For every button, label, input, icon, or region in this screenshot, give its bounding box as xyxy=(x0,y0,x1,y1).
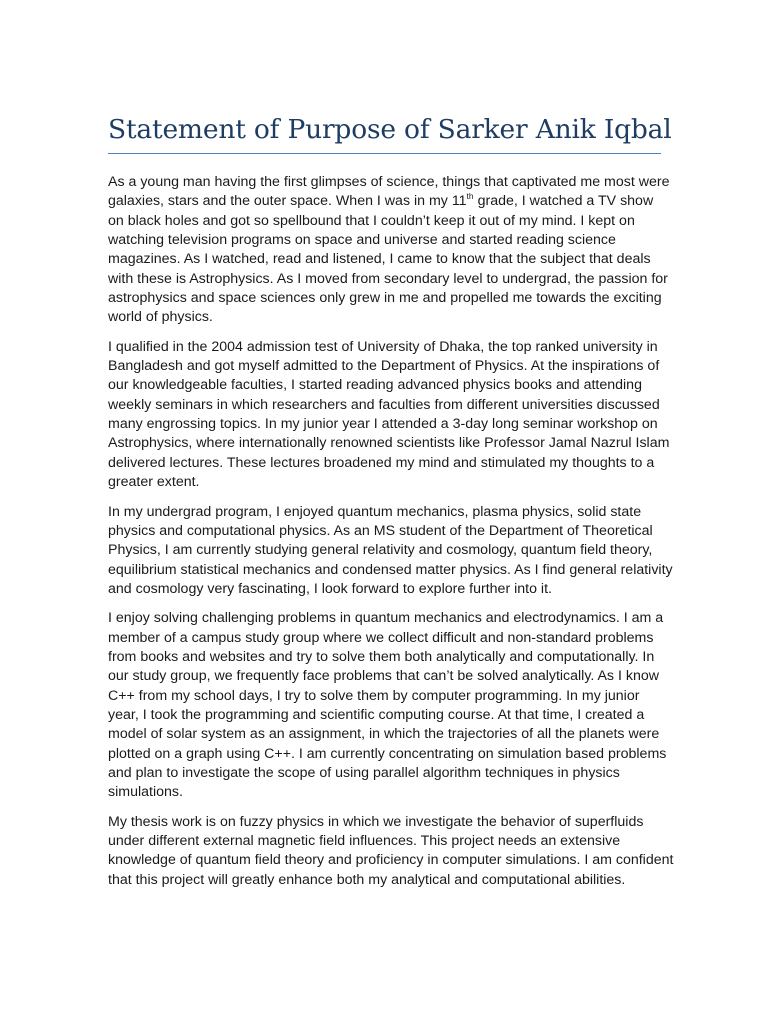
text-line: magazines. As I watched, read and listened, I came to know that the subject that deals xyxy=(108,251,651,268)
text-line: astrophysics and space sciences only grew in me and propelled me towards the exciting xyxy=(108,290,662,307)
text-line: knowledge of quantum field theory and proficiency in computer simulations. I am confident xyxy=(108,852,674,869)
text-line: many engrossing topics. In my junior year I attended a 3-day long seminar workshop on xyxy=(108,416,658,433)
text-line xyxy=(108,192,661,211)
text-line: Astrophysics, where internationally renowned scientists like Professor Jamal Nazrul Islam xyxy=(108,435,670,452)
body-paragraph xyxy=(108,609,667,802)
text-segment: grade, I watched a TV show xyxy=(473,193,654,210)
text-segment: galaxies, stars and the outer space. When I was in my 11 xyxy=(108,193,467,210)
text-line: greater extent. xyxy=(108,474,200,491)
text-line: C++ from my school days, I try to solve them by computer programming. In my junior xyxy=(108,687,640,704)
text-line: our study group, we frequently face problems that can’t be solved analytically. As I know xyxy=(108,668,659,685)
text-line: model of solar system as an assignment, in which the trajectories of all the planets were xyxy=(108,726,660,743)
text-line: I enjoy solving challenging problems in quantum mechanics and electrodynamics. I am a xyxy=(108,610,664,627)
text-line: Bangladesh and got myself admitted to the Department of Physics. At the inspirations of xyxy=(108,358,660,375)
text-line: In my undergrad program, I enjoyed quantum mechanics, plasma physics, solid state xyxy=(108,503,642,520)
document-title: Statement of Purpose of Sarker Anik Iqbal xyxy=(108,114,672,145)
text-line: from books and websites and try to solve them both analytically and computationally. In xyxy=(108,648,655,665)
text-line: watching television programs on space and universe and started reading science xyxy=(108,232,616,249)
text-line: our knowledgeable faculties, I started reading advanced physics books and attending xyxy=(108,377,642,394)
text-line: I qualified in the 2004 admission test of University of Dhaka, the top ranked university in xyxy=(108,338,658,355)
text-line: delivered lectures. These lectures broadened my mind and stimulated my thoughts to a xyxy=(108,454,655,471)
text-line: member of a campus study group where we collect difficult and non-standard problems xyxy=(108,629,654,646)
text-line: and cosmology very fascinating, I look forward to explore further into it. xyxy=(108,580,552,597)
document-body xyxy=(108,173,674,900)
text-line: on black holes and got so spellbound that I couldn’t keep it out of my mind. I kept on xyxy=(108,212,635,229)
body-paragraph xyxy=(108,338,670,493)
text-line: year, I took the programming and scientific computing course. At that time, I created a xyxy=(108,706,645,723)
text-line: plotted on a graph using C++. I am currently concentrating on simulation based problems xyxy=(108,745,667,762)
body-paragraph xyxy=(108,173,670,328)
text-line: that this project will greatly enhance both my analytical and computational abilities. xyxy=(108,871,626,888)
text-line: with these is Astrophysics. As I moved from secondary level to undergrad, the passion for xyxy=(108,270,668,287)
superscript-ordinal: th xyxy=(466,190,474,201)
text-line: As a young man having the first glimpses of science, things that captivated me most were xyxy=(108,174,670,190)
body-paragraph xyxy=(108,813,674,890)
text-line: Physics, I am currently studying general relativity and cosmology, quantum field theory, xyxy=(108,542,653,559)
text-line: simulations. xyxy=(108,784,183,801)
title-underline-rule xyxy=(108,153,661,154)
text-line: and plan to investigate the scope of using parallel algorithm techniques in physics xyxy=(108,764,620,781)
text-line: under different external magnetic field influences. This project needs an extensive xyxy=(108,833,621,849)
text-line: physics and computational physics. As an MS student of the Department of Theoretical xyxy=(108,522,653,539)
text-line: world of physics. xyxy=(108,309,213,326)
body-paragraph xyxy=(108,503,673,600)
text-line: My thesis work is on fuzzy physics in which we investigate the behavior of superfluids xyxy=(108,813,644,830)
text-line: equilibrium statistical mechanics and condensed matter physics. As I find general relativity xyxy=(108,561,673,578)
text-line: weekly seminars in which researchers and faculties from different universities discussed xyxy=(108,396,660,413)
